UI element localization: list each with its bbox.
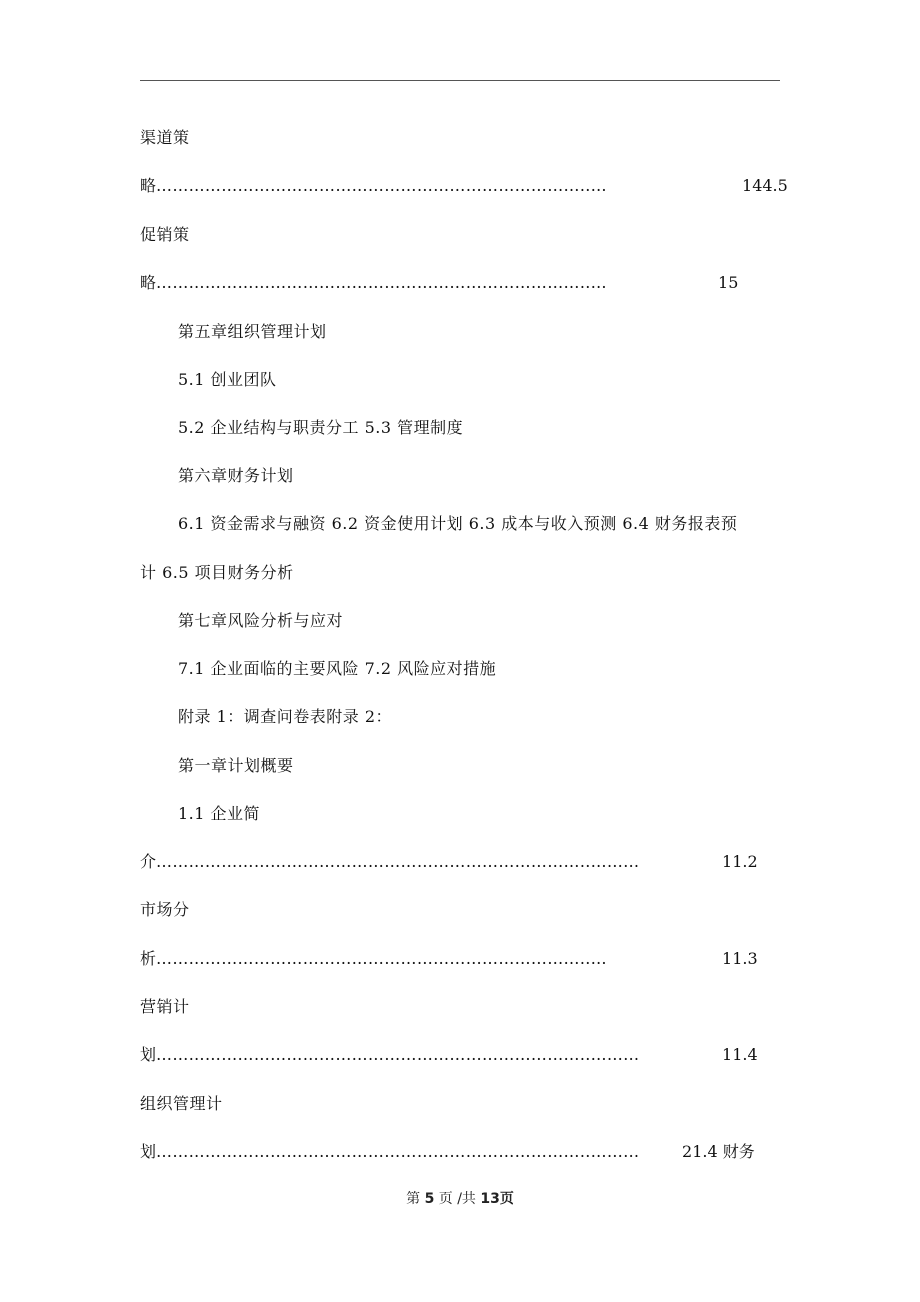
- toc-entry-marketing-plan[interactable]: [140, 1045, 758, 1065]
- toc-page-number: 11.3: [722, 949, 758, 968]
- toc-entry-org-management-plan[interactable]: [140, 1142, 755, 1162]
- toc-page-number: 11.2: [722, 852, 758, 871]
- toc-text-line: 营销计: [140, 997, 190, 1016]
- toc-section-continued: 计 6.5 项目财务分析: [140, 563, 294, 582]
- toc-entry-channel-strategy[interactable]: [140, 176, 788, 196]
- page-footer: [0, 1188, 920, 1208]
- total-pages-number: 13: [480, 1191, 500, 1207]
- toc-entry-title: 略: [140, 176, 157, 195]
- footer-middle: 页 /共: [438, 1191, 476, 1207]
- toc-entry-promotion-strategy[interactable]: [140, 273, 738, 293]
- toc-page-number: 144.5: [742, 176, 788, 195]
- toc-entry-market-analysis[interactable]: [140, 949, 758, 969]
- toc-leader-dots: ……………………………………………………………………..………: [156, 852, 640, 871]
- toc-section: 5.1 创业团队: [178, 370, 277, 389]
- toc-leader-dots: ……………………………………………………………………..…: [156, 949, 607, 968]
- toc-section: 6.1 资金需求与融资 6.2 资金使用计划 6.3 成本与收入预测 6.4 财务报表预: [178, 514, 738, 533]
- toc-leader-dots: ……………………………………………………………………..………: [156, 1142, 640, 1161]
- toc-entry-title: 析: [140, 949, 157, 968]
- toc-text-line: 促销策: [140, 225, 190, 244]
- toc-entry-company-intro[interactable]: [140, 852, 758, 872]
- toc-text-line: 渠道策: [140, 128, 190, 147]
- toc-chapter-heading: 第一章计划概要: [178, 756, 294, 775]
- header-rule: [140, 80, 780, 81]
- toc-chapter-heading: 第五章组织管理计划: [178, 322, 327, 341]
- toc-chapter-heading: 第七章风险分析与应对: [178, 611, 344, 630]
- toc-entry-title: 划: [140, 1045, 157, 1064]
- toc-text-line: 组织管理计: [140, 1094, 223, 1113]
- toc-leader-dots: ……………………………………………………………………..………: [156, 1045, 640, 1064]
- toc-section: 5.2 企业结构与职责分工 5.3 管理制度: [178, 418, 464, 437]
- footer-prefix: 第: [406, 1191, 421, 1207]
- toc-chapter-heading: 第六章财务计划: [178, 466, 294, 485]
- toc-appendix: 附录 1：调查问卷表附录 2：: [178, 707, 393, 726]
- toc-page-number: 15: [718, 273, 739, 292]
- toc-leader-dots: ……………………………………………………………………..…: [156, 273, 607, 292]
- toc-section: 7.1 企业面临的主要风险 7.2 风险应对措施: [178, 659, 497, 678]
- toc-leader-dots: ……………………………………………………………………..…: [156, 176, 607, 195]
- toc-text-line: 市场分: [140, 900, 190, 919]
- toc-entry-title: 划: [140, 1142, 157, 1161]
- toc-section: 1.1 企业简: [178, 804, 261, 823]
- toc-entry-title: 略: [140, 273, 157, 292]
- toc-page-number: 11.4: [722, 1045, 758, 1064]
- current-page-number: 5: [424, 1191, 435, 1207]
- toc-page-number: 21.4 财务: [682, 1142, 755, 1161]
- toc-entry-title: 介: [140, 852, 157, 871]
- footer-suffix: 页: [499, 1191, 514, 1207]
